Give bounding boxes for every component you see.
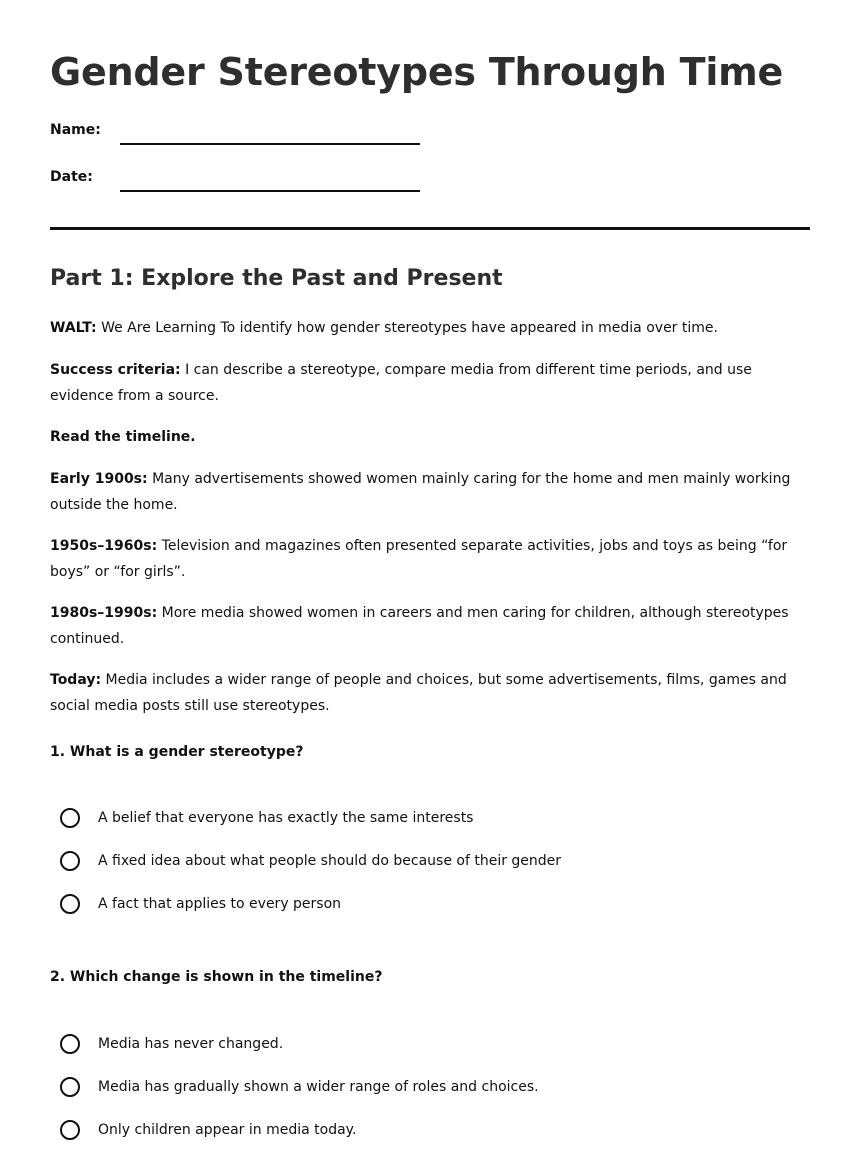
success-criteria-paragraph — [50, 357, 810, 409]
date-label: Date: — [50, 169, 93, 185]
question-1-option-a[interactable] — [60, 808, 760, 832]
radio-button-icon[interactable] — [60, 808, 80, 828]
header-divider — [50, 227, 810, 230]
option-label: Media has never changed. — [98, 1036, 284, 1052]
walt-text: We Are Learning To identify how gender stereotypes have appeared in media over time. — [96, 320, 718, 336]
timeline-instruction-text: Read the timeline. — [50, 429, 196, 445]
timeline-instruction — [50, 424, 810, 450]
walt-paragraph — [50, 315, 810, 341]
radio-button-icon[interactable] — [60, 1120, 80, 1140]
name-input-line[interactable] — [120, 143, 420, 145]
question-1-prompt: 1. What is a gender stereotype? — [50, 744, 304, 760]
date-field-row — [50, 169, 450, 199]
timeline-period: Today: — [50, 672, 102, 688]
success-criteria-text: I can describe a stereotype, compare media from different time periods, and use evidence from a source. — [50, 362, 752, 404]
question-1-option-b[interactable] — [60, 851, 760, 875]
timeline-entry — [50, 667, 810, 719]
question-2-option-a[interactable] — [60, 1034, 760, 1058]
timeline-text: Television and magazines often presented separate activities, jobs and toys as being “for boys” or “for girls”. — [50, 538, 788, 580]
option-label: A fixed idea about what people should do because of their gender — [98, 853, 562, 869]
radio-button-icon[interactable] — [60, 851, 80, 871]
timeline-entry — [50, 533, 810, 585]
success-criteria-label: Success criteria: — [50, 362, 181, 378]
option-label: A fact that applies to every person — [98, 896, 342, 912]
part1-heading: Part 1: Explore the Past and Present — [50, 266, 503, 291]
timeline-period: Early 1900s: — [50, 471, 148, 487]
radio-button-icon[interactable] — [60, 1077, 80, 1097]
name-label: Name: — [50, 122, 101, 138]
worksheet-title: Gender Stereotypes Through Time — [50, 50, 784, 94]
timeline-entry — [50, 600, 810, 652]
question-2-option-b[interactable] — [60, 1077, 760, 1101]
option-label: A belief that everyone has exactly the same interests — [98, 810, 474, 826]
option-label: Only children appear in media today. — [98, 1122, 357, 1138]
timeline-period: 1980s–1990s: — [50, 605, 158, 621]
question-1-option-c[interactable] — [60, 894, 760, 918]
timeline-text: Media includes a wider range of people and choices, but some advertisements, films, games and social media posts still use stereotypes. — [50, 672, 787, 714]
timeline-text: More media showed women in careers and men caring for children, although stereotypes continued. — [50, 605, 789, 647]
option-label: Media has gradually shown a wider range of roles and choices. — [98, 1079, 539, 1095]
question-2-prompt: 2. Which change is shown in the timeline? — [50, 969, 383, 985]
date-input-line[interactable] — [120, 190, 420, 192]
timeline-text: Many advertisements showed women mainly caring for the home and men mainly working outside the home. — [50, 471, 791, 513]
question-2-option-c[interactable] — [60, 1120, 760, 1144]
timeline-period: 1950s–1960s: — [50, 538, 158, 554]
name-field-row — [50, 122, 450, 152]
walt-label: WALT: — [50, 320, 97, 336]
radio-button-icon[interactable] — [60, 894, 80, 914]
radio-button-icon[interactable] — [60, 1034, 80, 1054]
timeline-entry — [50, 466, 810, 518]
